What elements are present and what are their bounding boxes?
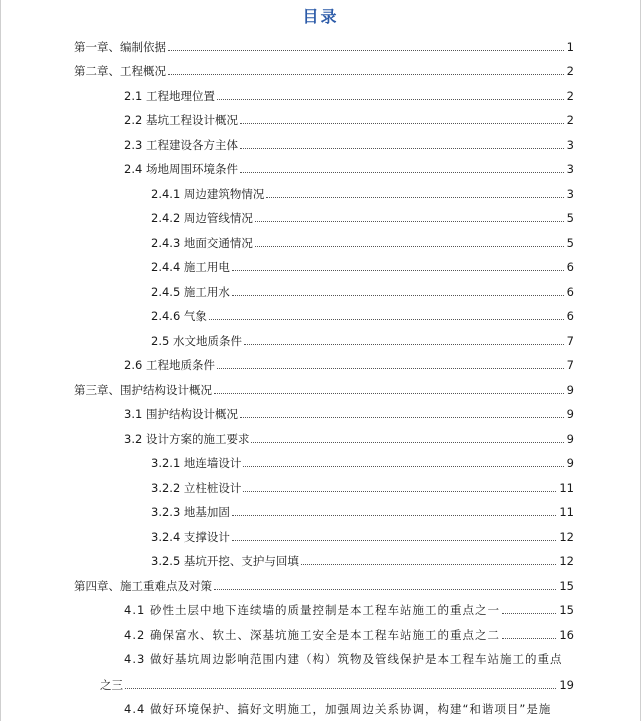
toc-page-number: 16 xyxy=(559,628,574,642)
toc-entry-text: 4.1 砂性土层中地下连续墙的质量控制是本工程车站施工的重点之一 xyxy=(124,603,500,617)
toc-entry-chapter-2[interactable] xyxy=(74,62,574,78)
toc-entry-text: 第二章、工程概况 xyxy=(74,64,166,78)
toc-leader-dots xyxy=(255,246,564,247)
toc-page-number: 12 xyxy=(559,554,574,568)
toc-entry-3-2-5[interactable] xyxy=(151,552,574,568)
toc-leader-dots xyxy=(243,491,556,492)
toc-entry-text: 3.2.1 地连墙设计 xyxy=(151,456,242,470)
toc-entry-text: 2.2 基坑工程设计概况 xyxy=(124,113,238,127)
toc-entry-text: 第四章、施工重难点及对策 xyxy=(74,579,212,593)
toc-page-number: 5 xyxy=(566,211,574,225)
toc-page-number: 3 xyxy=(566,162,574,176)
toc-leader-dots xyxy=(232,515,556,516)
toc-leader-dots xyxy=(240,123,564,124)
toc-entry-text: 2.4.5 施工用水 xyxy=(151,285,230,299)
toc-entry-2-4-3[interactable] xyxy=(151,234,574,250)
toc-entry-text: 之三 xyxy=(100,678,123,692)
toc-entry-4-1[interactable] xyxy=(124,601,574,617)
toc-leader-dots xyxy=(232,270,564,271)
toc-entry-text: 3.2.4 支撑设计 xyxy=(151,530,230,544)
toc-entry-text: 3.1 围护结构设计概况 xyxy=(124,407,238,421)
toc-page-number: 9 xyxy=(566,407,574,421)
toc-entry-text: 2.4 场地周围环境条件 xyxy=(124,162,238,176)
toc-page-number: 6 xyxy=(566,285,574,299)
toc-entry-2-4-1[interactable] xyxy=(151,185,574,201)
toc-entry-2-4-6[interactable] xyxy=(151,307,574,323)
toc-page-number: 15 xyxy=(559,603,574,617)
toc-page-number: 7 xyxy=(566,358,574,372)
toc-entry-2-4-2[interactable] xyxy=(151,209,574,225)
toc-entry-2-4-5[interactable] xyxy=(151,283,574,299)
toc-page-number: 5 xyxy=(566,236,574,250)
toc-entry-text: 2.4.4 施工用电 xyxy=(151,260,230,274)
toc-leader-dots xyxy=(502,613,556,614)
toc-entry-2-6[interactable] xyxy=(124,356,574,372)
toc-entry-text: 2.6 工程地质条件 xyxy=(124,358,215,372)
toc-leader-dots xyxy=(209,319,564,320)
toc-entry-text: 2.4.6 气象 xyxy=(151,309,207,323)
toc-entry-text: 3.2.5 基坑开挖、支护与回填 xyxy=(151,554,299,568)
toc-entry-chapter-1[interactable] xyxy=(74,38,574,54)
toc-leader-dots xyxy=(244,344,564,345)
toc-entry-text: 2.3 工程建设各方主体 xyxy=(124,138,238,152)
toc-entry-4-3-line1[interactable]: 4.3 做好基坑周边影响范围内建（构）筑物及管线保护是本工程车站施工的重点 xyxy=(124,652,563,666)
toc-page-number: 7 xyxy=(566,334,574,348)
toc-page-number: 3 xyxy=(566,187,574,201)
toc-page-number: 2 xyxy=(566,113,574,127)
toc-page-number: 2 xyxy=(566,64,574,78)
toc-entry-2-1[interactable] xyxy=(124,87,574,103)
toc-entry-chapter-3[interactable] xyxy=(74,381,574,397)
toc-page-number: 11 xyxy=(559,505,574,519)
toc-leader-dots xyxy=(125,688,556,689)
toc-leader-dots xyxy=(240,172,564,173)
toc-entry-text: 3.2 设计方案的施工要求 xyxy=(124,432,250,446)
toc-entry-4-3-line2[interactable] xyxy=(100,676,574,692)
toc-page-number: 19 xyxy=(559,678,574,692)
toc-title: 目录 xyxy=(302,7,339,26)
toc-leader-dots xyxy=(301,564,556,565)
toc-entry-text: 4.2 确保富水、软土、深基坑施工安全是本工程车站施工的重点之二 xyxy=(124,628,500,642)
toc-entry-3-2-3[interactable] xyxy=(151,503,574,519)
toc-leader-dots xyxy=(217,99,564,100)
toc-leader-dots xyxy=(502,638,556,639)
toc-entry-3-2-4[interactable] xyxy=(151,528,574,544)
toc-leader-dots xyxy=(232,295,564,296)
toc-page-number: 6 xyxy=(566,309,574,323)
toc-entry-4-2[interactable] xyxy=(124,626,574,642)
toc-entry-text: 2.4.2 周边管线情况 xyxy=(151,211,253,225)
toc-entry-text: 2.4.1 周边建筑物情况 xyxy=(151,187,265,201)
toc-entry-text: 3.2.3 地基加固 xyxy=(151,505,230,519)
toc-leader-dots xyxy=(243,466,563,467)
toc-page-number: 12 xyxy=(559,530,574,544)
toc-entry-4-4-line1[interactable]: 4.4 做好环境保护、搞好文明施工，加强周边关系协调，构建“和谐项目”是施 xyxy=(124,702,552,716)
toc-entry-3-2-2[interactable] xyxy=(151,479,574,495)
toc-entry-2-4[interactable] xyxy=(124,160,574,176)
toc-leader-dots xyxy=(214,393,564,394)
toc-leader-dots xyxy=(232,540,556,541)
toc-page-number: 15 xyxy=(559,579,574,593)
toc-page-number: 9 xyxy=(566,456,574,470)
toc-entry-2-2[interactable] xyxy=(124,111,574,127)
toc-leader-dots xyxy=(168,74,564,75)
toc-leader-dots xyxy=(240,417,564,418)
toc-page-number: 2 xyxy=(566,89,574,103)
toc-entry-text: 3.2.2 立柱桩设计 xyxy=(151,481,242,495)
toc-leader-dots xyxy=(266,197,563,198)
toc-leader-dots xyxy=(240,148,564,149)
toc-leader-dots xyxy=(251,442,563,443)
toc-page-number: 9 xyxy=(566,383,574,397)
toc-entry-chapter-4[interactable] xyxy=(74,577,574,593)
toc-page-number: 11 xyxy=(559,481,574,495)
toc-entry-3-2-1[interactable] xyxy=(151,454,574,470)
toc-leader-dots xyxy=(168,50,564,51)
toc-entry-text: 2.1 工程地理位置 xyxy=(124,89,215,103)
toc-entry-3-1[interactable] xyxy=(124,405,574,421)
toc-leader-dots xyxy=(214,589,556,590)
toc-page-number: 3 xyxy=(566,138,574,152)
toc-page-number: 9 xyxy=(566,432,574,446)
toc-leader-dots xyxy=(255,221,564,222)
toc-entry-text: 2.4.3 地面交通情况 xyxy=(151,236,253,250)
toc-leader-dots xyxy=(217,368,564,369)
toc-page-number: 6 xyxy=(566,260,574,274)
toc-entry-text: 第一章、编制依据 xyxy=(74,40,166,54)
toc-entry-2-4-4[interactable] xyxy=(151,258,574,274)
toc-entry-3-2[interactable] xyxy=(124,430,574,446)
toc-entry-text: 第三章、围护结构设计概况 xyxy=(74,383,212,397)
toc-page-number: 1 xyxy=(566,40,574,54)
toc-entry-text: 2.5 水文地质条件 xyxy=(151,334,242,348)
toc-entry-2-5[interactable] xyxy=(151,332,574,348)
toc-entry-2-3[interactable] xyxy=(124,136,574,152)
